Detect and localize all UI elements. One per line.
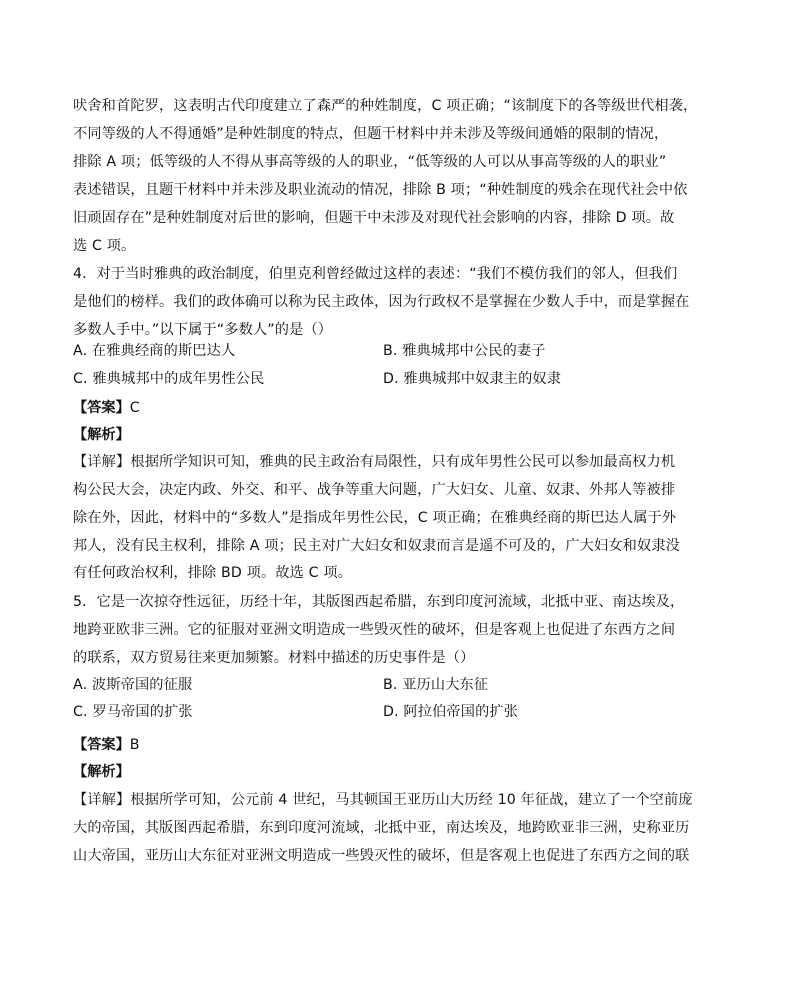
q5-stem-line-1: 5．它是一次掠夺性远征，历经十年，其版图西起希腊，东到印度河流域，北抵中亚、南达埃及， xyxy=(73,594,685,610)
q4-option-b: B. 雅典城邦中公民的妻子 xyxy=(383,343,546,359)
prev-answer-line-5: 旧顽固存在”是种姓制度对后世的影响，但题干中未涉及对现代社会影响的内容，排除 D 项。故 xyxy=(73,210,675,226)
q4-option-c: C. 雅典城邦中的成年男性公民 xyxy=(73,371,265,387)
prev-answer-line-6: 选 C 项。 xyxy=(73,238,136,254)
q4-answer-label: 【答案】 xyxy=(73,400,130,416)
prev-answer-line-2: 不同等级的人不得通婚”是种姓制度的特点，但题干材料中并未涉及等级间通婚的限制的情况， xyxy=(73,126,669,142)
q4-stem-line-2: 是他们的榜样。我们的政体确可以称为民主政体，因为行政权不是掌握在少数人手中，而是掌握在 xyxy=(73,294,690,310)
q5-answer xyxy=(73,735,140,755)
prev-answer-line-1: 吠舍和首陀罗，这表明古代印度建立了森严的种姓制度，C 项正确；“该制度下的各等级世代相袭， xyxy=(73,98,698,114)
q5-option-d: D. 阿拉伯帝国的扩张 xyxy=(383,704,519,720)
q4-option-d: D. 雅典城邦中奴隶主的奴隶 xyxy=(383,371,562,387)
q5-detail-line-2: 大的帝国，其版图西起希腊，东到印度河流域，北抵中亚，南达埃及，地跨欧亚非三洲，史称亚历 xyxy=(73,820,690,836)
q4-detail-line-5: 有任何政治权利，排除 BD 项。故选 C 项。 xyxy=(73,565,353,581)
q4-option-a: A. 在雅典经商的斯巴达人 xyxy=(73,343,236,359)
q5-option-b: B. 亚历山大东征 xyxy=(383,677,489,693)
q5-answer-value: B xyxy=(129,737,140,753)
q4-answer-value: C xyxy=(129,400,140,416)
q5-detail-line-3: 山大帝国，亚历山大东征对亚洲文明造成一些毁灭性的破坏，但是客观上也促进了东西方之间的联 xyxy=(73,848,690,864)
q4-detail-line-1: 【详解】根据所学知识可知，雅典的民主政治有局限性，只有成年男性公民可以参加最高权力机 xyxy=(73,454,676,470)
q4-analysis-label: 【解析】 xyxy=(73,427,130,443)
q5-option-c: C. 罗马帝国的扩张 xyxy=(73,704,193,720)
q4-detail-line-3: 除在外，因此，材料中的“多数人”是指成年男性公民，C 项正确；在雅典经商的斯巴达人属于外 xyxy=(73,510,677,526)
q4-stem-line-1: 4．对于当时雅典的政治制度，伯里克利曾经做过这样的表述：“我们不模仿我们的邻人，但我们 xyxy=(73,266,678,282)
q5-stem-line-3: 的联系，双方贸易往来更加频繁。材料中描述的历史事件是（） xyxy=(73,650,475,666)
q4-stem-line-3: 多数人手中。”以下属于“多数人”的是（） xyxy=(73,322,333,338)
q4-detail-line-2: 构公民大会，决定内政、外交、和平、战争等重大问题，广大妇女、儿童、奴隶、外邦人等被排 xyxy=(73,482,676,498)
q5-stem-line-2: 地跨亚欧非三洲。它的征服对亚洲文明造成一些毁灭性的破坏，但是客观上也促进了东西方之间 xyxy=(73,622,676,638)
prev-answer-line-4: 表述错误，且题干材料中并未涉及职业流动的情况，排除 B 项；“种姓制度的残余在现代社会中依 xyxy=(73,182,688,198)
q4-detail-line-4: 邦人，没有民主权利，排除 A 项；民主对广大妇女和奴隶而言是遥不可及的，广大妇女和奴隶没 xyxy=(73,538,681,554)
q4-answer xyxy=(73,398,140,418)
q5-analysis-label: 【解析】 xyxy=(73,764,130,780)
q5-detail-line-1: 【详解】根据所学可知，公元前 4 世纪，马其顿国王亚历山大历经 10 年征战，建立了一个空前庞 xyxy=(73,792,693,808)
prev-answer-line-3: 排除 A 项；低等级的人不得从事高等级的人的职业，“低等级的人可以从事高等级的人的职业” xyxy=(73,154,667,170)
q5-answer-label: 【答案】 xyxy=(73,737,130,753)
q5-option-a: A. 波斯帝国的征服 xyxy=(73,677,193,693)
